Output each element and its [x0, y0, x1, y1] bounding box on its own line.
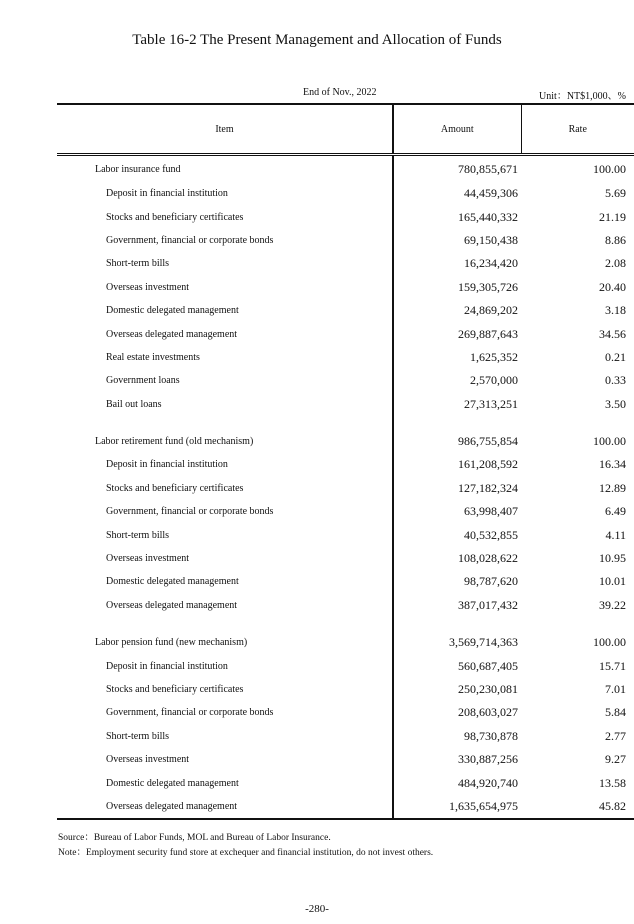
item-name: Overseas investment: [106, 754, 190, 766]
item-name: Short-term bills: [106, 730, 170, 742]
item-amount: 161,208,592: [393, 453, 521, 476]
item-amount: 27,313,251: [393, 393, 521, 416]
table-row: [57, 299, 634, 322]
item-amount: 108,028,622: [393, 547, 521, 570]
item-name: Domestic delegated management: [106, 777, 239, 789]
spacer-cell: [521, 617, 634, 631]
table-row: [57, 725, 634, 748]
item-amount: 63,998,407: [393, 500, 521, 523]
item-amount: 1,635,654,975: [393, 795, 521, 819]
fund-rate: 100.00: [593, 161, 626, 176]
item-name: Domestic delegated management: [106, 305, 239, 317]
item-rate: 16.34: [599, 457, 626, 472]
table-row: [57, 654, 634, 677]
item-amount: 16,234,420: [393, 252, 521, 275]
item-rate: 12.89: [599, 480, 626, 495]
item-rate: 7.01: [605, 682, 626, 696]
item-amount: 387,017,432: [393, 594, 521, 617]
item-amount: 208,603,027: [393, 701, 521, 724]
table-row: [57, 229, 634, 252]
item-name: Overseas delegated management: [106, 599, 238, 611]
item-amount: 165,440,332: [393, 205, 521, 228]
item-amount: 250,230,081: [393, 678, 521, 701]
item-name: Domestic delegated management: [106, 576, 239, 588]
spacer-cell: [521, 416, 634, 430]
table-row: [57, 547, 634, 570]
table-body: [57, 155, 634, 820]
spacer-row: [57, 416, 634, 430]
item-amount: 40,532,855: [393, 523, 521, 546]
item-rate: 10.01: [599, 574, 626, 589]
item-amount: 1,625,352: [393, 346, 521, 369]
spacer-cell: [57, 416, 393, 430]
table-row: [57, 795, 634, 819]
item-amount: 44,459,306: [393, 182, 521, 205]
item-name: Deposit in financial institution: [106, 188, 228, 200]
source-note: Source：Bureau of Labor Funds, MOL and Bureau of Labor Insurance.: [58, 833, 331, 843]
table-row: [57, 594, 634, 617]
item-rate: 21.19: [599, 209, 626, 224]
item-name: Overseas delegated management: [57, 795, 393, 819]
footnotes: [58, 831, 433, 861]
fund-rate: 100.00: [593, 434, 626, 449]
header-amount: Amount: [393, 104, 521, 155]
table-row: [57, 346, 634, 369]
table-row: [57, 393, 634, 416]
funds-table-container: [57, 103, 634, 820]
table-row: [57, 453, 634, 476]
item-name: Bail out loans: [106, 398, 162, 410]
fund-amount: 986,755,854: [393, 430, 521, 453]
item-rate: 8.86: [605, 232, 626, 247]
table-row: [57, 570, 634, 593]
fund-amount: 780,855,671: [393, 155, 521, 183]
table-row: [57, 205, 634, 228]
item-name: Stocks and beneficiary certificates: [106, 482, 244, 494]
item-amount: 484,920,740: [393, 771, 521, 794]
item-amount: 98,730,878: [393, 725, 521, 748]
fund-amount: 3,569,714,363: [393, 631, 521, 654]
item-amount: 24,869,202: [393, 299, 521, 322]
item-rate: 0.21: [605, 349, 626, 364]
item-name: Deposit in financial institution: [106, 459, 228, 471]
table-row: [57, 322, 634, 345]
table-row: [57, 369, 634, 392]
fund-row: [57, 155, 634, 183]
item-rate: 4.11: [605, 527, 626, 542]
item-rate: 34.56: [599, 326, 626, 341]
item-rate: 20.40: [599, 279, 626, 294]
item-rate: 45.82: [521, 795, 634, 819]
table-row: [57, 252, 634, 275]
item-name: Short-term bills: [106, 529, 170, 541]
item-name: Government, financial or corporate bonds: [106, 234, 274, 246]
item-rate: 2.77: [605, 728, 626, 743]
item-rate: 9.27: [605, 752, 626, 767]
item-name: Government, financial or corporate bonds: [106, 506, 274, 518]
item-amount: 69,150,438: [393, 229, 521, 252]
item-name: Real estate investments: [106, 351, 200, 363]
item-rate: 2.08: [605, 256, 626, 271]
date-label: End of Nov., 2022: [303, 87, 377, 98]
table-row: [57, 276, 634, 299]
header-rate: Rate: [521, 104, 634, 155]
item-name: Overseas investment: [106, 281, 190, 293]
spacer-cell: [393, 617, 521, 631]
fund-row: [57, 430, 634, 453]
table-row: [57, 500, 634, 523]
note: Note：Employment security fund store at exchequer and financial institution, do not invest others.: [58, 848, 434, 858]
table-row: [57, 182, 634, 205]
item-rate: 0.33: [605, 373, 626, 388]
spacer-cell: [393, 416, 521, 430]
item-rate: 13.58: [599, 775, 626, 790]
item-amount: 2,570,000: [393, 369, 521, 392]
fund-name: Labor retirement fund (old mechanism): [95, 436, 254, 448]
item-amount: 269,887,643: [393, 322, 521, 345]
item-name: Government, financial or corporate bonds: [106, 707, 274, 719]
item-name: Overseas investment: [106, 553, 190, 565]
fund-rate: 100.00: [593, 635, 626, 650]
item-amount: 127,182,324: [393, 477, 521, 500]
item-name: Overseas delegated management: [106, 328, 238, 340]
item-rate: 15.71: [599, 658, 626, 673]
item-name: Deposit in financial institution: [106, 660, 228, 672]
fund-name: Labor pension fund (new mechanism): [95, 637, 248, 649]
item-rate: 6.49: [605, 504, 626, 519]
table-row: [57, 477, 634, 500]
table-row: [57, 748, 634, 771]
item-name: Short-term bills: [106, 258, 170, 270]
table-title: Table 16-2 The Present Management and Allocation of Funds: [132, 32, 502, 48]
header-row: [57, 104, 634, 155]
item-amount: 159,305,726: [393, 276, 521, 299]
item-amount: 560,687,405: [393, 654, 521, 677]
item-amount: 98,787,620: [393, 570, 521, 593]
fund-row: [57, 631, 634, 654]
unit-label: Unit：NT$1,000、%: [539, 91, 626, 102]
table-row: [57, 771, 634, 794]
item-rate: 3.50: [605, 396, 626, 411]
item-rate: 5.69: [605, 186, 626, 201]
header-item: Item: [57, 104, 393, 155]
item-rate: 10.95: [599, 551, 626, 566]
item-rate: 5.84: [605, 705, 626, 720]
item-amount: 330,887,256: [393, 748, 521, 771]
item-rate: 39.22: [599, 597, 626, 612]
item-name: Stocks and beneficiary certificates: [106, 211, 244, 223]
page-number: -280-: [305, 903, 329, 915]
spacer-row: [57, 617, 634, 631]
item-name: Government loans: [106, 375, 180, 387]
funds-table: [57, 103, 634, 820]
spacer-cell: [57, 617, 393, 631]
table-row: [57, 678, 634, 701]
table-row: [57, 523, 634, 546]
table-row: [57, 701, 634, 724]
fund-name: Labor insurance fund: [95, 163, 181, 175]
item-rate: 3.18: [605, 303, 626, 318]
item-name: Stocks and beneficiary certificates: [106, 684, 244, 695]
